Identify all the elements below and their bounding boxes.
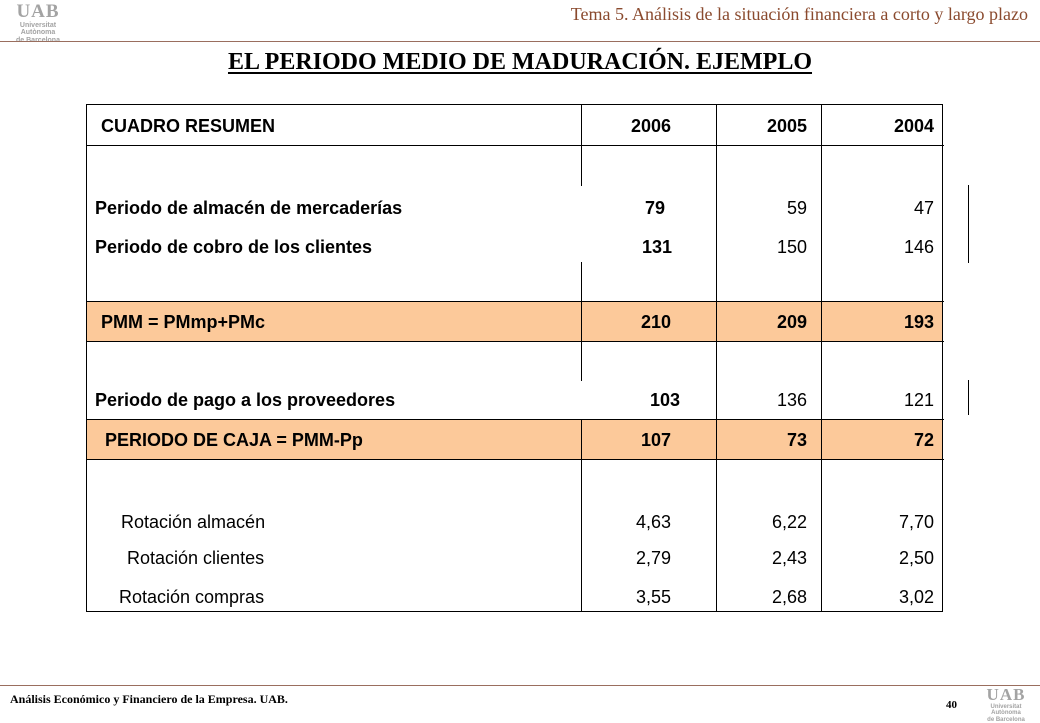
value-rotacion-compras-2006: 3,55	[635, 587, 671, 607]
value-caja-2004: 72	[913, 430, 934, 450]
value-cobro-2006: 131	[641, 237, 672, 257]
header-divider	[0, 41, 1040, 42]
column-header-2005: 2005	[766, 116, 807, 136]
value-rotacion-compras-2004: 3,02	[898, 587, 934, 607]
row-label-rotacion-clientes: Rotación clientes	[127, 548, 265, 568]
value-pmm-2005: 209	[776, 312, 807, 332]
column-header-2004: 2004	[893, 116, 934, 136]
summary-table	[86, 104, 943, 612]
page-number: 40	[946, 699, 957, 711]
footer-course: Análisis Económico y Financiero de la Empresa. UAB.	[10, 692, 288, 706]
value-rotacion-almacen-2004: 7,70	[898, 512, 934, 532]
uab-logo-footer: UAB Universitat Autònoma de Barcelona	[986, 685, 1026, 723]
value-rotacion-almacen-2005: 6,22	[771, 512, 807, 532]
course-subtitle: Tema 5. Análisis de la situación financiera a corto y largo plazo	[570, 4, 1028, 24]
value-pago-2005: 136	[776, 390, 807, 410]
value-almacen-2006: 79	[644, 198, 665, 218]
value-caja-2005: 73	[786, 430, 807, 450]
table-rule	[87, 145, 944, 146]
row-label-pago: Periodo de pago a los proveedores	[95, 390, 396, 410]
value-caja-2006: 107	[640, 430, 671, 450]
column-divider	[821, 105, 822, 612]
value-pago-2006: 103	[649, 390, 680, 410]
table-rule	[87, 459, 944, 460]
column-header-2006: 2006	[630, 116, 671, 136]
column-divider	[581, 262, 582, 381]
page-title: EL PERIODO MEDIO DE MADURACIÓN. EJEMPLO	[227, 49, 813, 75]
value-rotacion-almacen-2006: 4,63	[635, 512, 671, 532]
value-pmm-2004: 193	[903, 312, 934, 332]
table-rule	[87, 341, 944, 342]
row-label-pmm: PMM = PMmp+PMc	[101, 312, 266, 332]
value-almacen-2005: 59	[786, 198, 807, 218]
value-almacen-2004: 47	[913, 198, 934, 218]
value-pago-2004: 121	[903, 390, 934, 410]
column-divider	[581, 105, 582, 186]
table-rule	[87, 301, 944, 302]
footer-divider	[0, 685, 1040, 686]
column-divider	[716, 105, 717, 612]
table-rule	[87, 419, 944, 420]
row-label-almacen: Periodo de almacén de mercaderías	[95, 198, 403, 218]
value-cobro-2005: 150	[776, 237, 807, 257]
column-divider	[581, 419, 582, 612]
value-rotacion-clientes-2006: 2,79	[635, 548, 671, 568]
value-cobro-2004: 146	[903, 237, 934, 257]
table-header-label: CUADRO RESUMEN	[101, 116, 276, 136]
value-pmm-2006: 210	[640, 312, 671, 332]
value-rotacion-compras-2005: 2,68	[771, 587, 807, 607]
value-rotacion-clientes-2005: 2,43	[771, 548, 807, 568]
value-rotacion-clientes-2004: 2,50	[898, 548, 934, 568]
uab-logo: UAB Universitat Autònoma	[16, 1, 60, 36]
side-mark	[968, 185, 969, 263]
row-label-caja: PERIODO DE CAJA = PMM-Pp	[105, 430, 363, 450]
row-label-rotacion-almacen: Rotación almacén	[121, 512, 266, 532]
side-mark	[968, 380, 969, 415]
row-label-rotacion-compras: Rotación compras	[119, 587, 265, 607]
row-label-cobro: Periodo de cobro de los clientes	[95, 237, 373, 257]
